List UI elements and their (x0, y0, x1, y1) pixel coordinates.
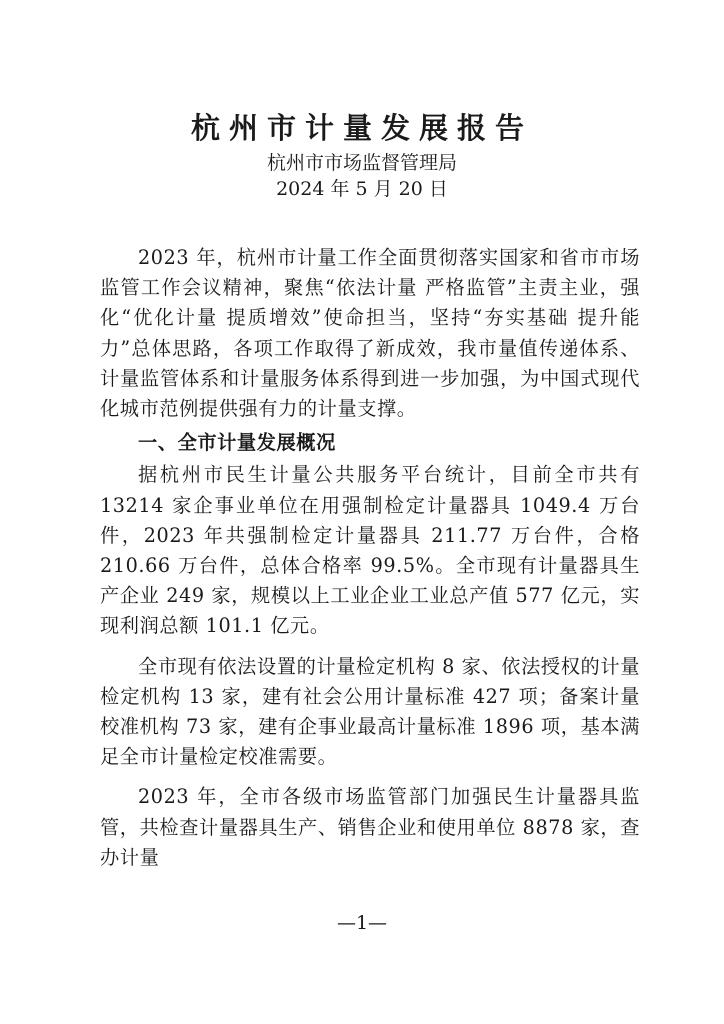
paragraph-2: 全市现有依法设置的计量检定机构 8 家、依法授权的计量检定机构 13 家，建有社会公用计量标准 427 项；备案计量校准机构 73 家，建有企事业最高计量标准 1896 项，基本满足全市计量检定校准需要。 (100, 654, 640, 769)
section-heading: 一、全市计量发展概况 (138, 431, 336, 455)
document-date: 2024 年 5 月 20 日 (276, 178, 448, 200)
document-body (100, 243, 640, 873)
paragraph-3: 2023 年，全市各级市场监管部门加强民生计量器具监管，共检查计量器具生产、销售企业和使用单位 8878 家，查办计量 (100, 785, 640, 869)
page-number: —1— (336, 912, 388, 934)
document-author: 杭州市市场监督管理局 (266, 152, 457, 174)
intro-paragraph: 2023 年，杭州市计量工作全面贯彻落实国家和省市市场监管工作会议精神，聚焦“依法计量 严格监管”主责主业，强化“优化计量 提质增效”使命担当，坚持“夯实基础 提升能力”总体思路，各项工作取得了新成效，我市量值传递体系、计量监管体系和计量服务体系得到进一步加强，为中国式现代化城市范例提供强有力的计量支撑。 (100, 246, 640, 421)
document-title: 杭州市计量发展报告 (190, 111, 533, 145)
paragraph-1: 据杭州市民生计量公共服务平台统计，目前全市共有 13214 家企事业单位在用强制检定计量器具 1049.4 万台件，2023 年共强制检定计量器具 211.77 万台件，合格 210.66 万台件，总体合格率 99.5%。全市现有计量器具生产企业 249 家，规模以上工业企业工业总产值 577 亿元，实现利润总额 101.1 亿元。 (100, 463, 640, 638)
